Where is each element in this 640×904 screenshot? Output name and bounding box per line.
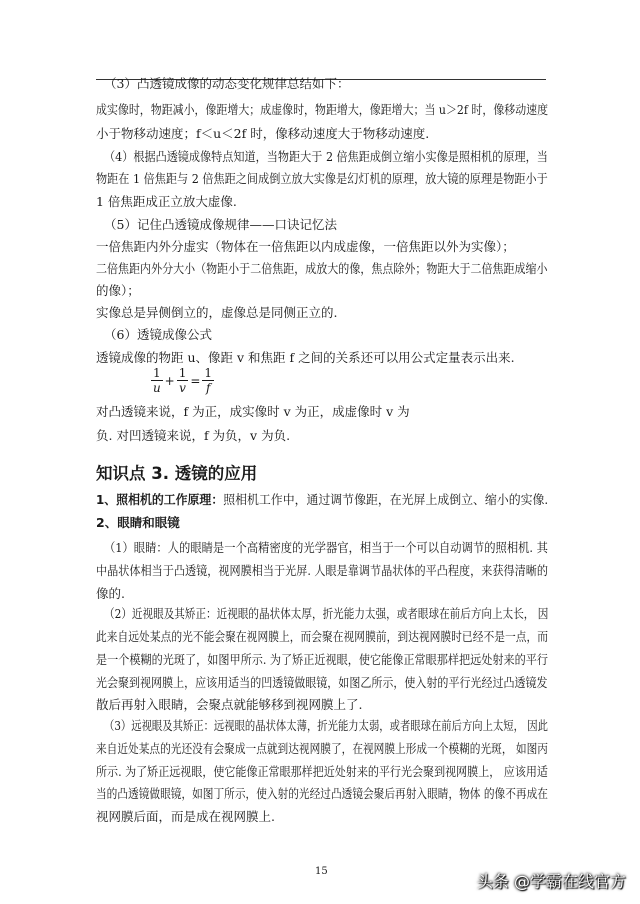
text-line: 成实像时，物距减小，像距增大；成虚像时，物距增大，像距增大；当 u＞2f 时，像移动速度 (96, 102, 549, 117)
fraction-1-over-f: $\frac{1}{f}$ (204, 366, 213, 395)
text-line: 实像总是异侧倒立的，虚像总是同侧正立的. (96, 305, 338, 320)
text-line: 的像）； (96, 283, 140, 298)
text-line: 1 倍焦距成正立放大虚像. (96, 194, 237, 209)
paragraph-line: 像的. (96, 586, 125, 601)
paragraph-line: 视网膜后面，而是成在视网膜上. (96, 809, 275, 824)
text-line: （5）记住凸透镜成像规律——口诀记忆法 (104, 217, 337, 232)
fraction-1-over-u: $\frac{1}{u}$ (152, 366, 161, 395)
text-line: （4）根据凸透镜成像特点知道，当物距大于 2 倍焦距成倒立缩小实像是照相机的原理，当 (104, 149, 548, 164)
fraction-1-over-v: $\frac{1}{v}$ (178, 366, 187, 395)
page-number: 15 (315, 866, 328, 877)
paragraph-line: （3）远视眼及其矫正：远视眼的晶状体太薄，折光能力太弱，或者眼球在前后方向上太短， 因此 (104, 718, 548, 733)
text-line: 对凸透镜来说，f 为正，成实像时 v 为正，成虚像时 v 为 (96, 404, 410, 419)
paragraph-line: 此来自远处某点的光不能会聚在视网膜上，而会聚在视网膜前，到达视网膜时已经不是一点，而 (96, 629, 549, 644)
paragraph-line: 光会聚到视网膜上，应该用适当的凹透镜做眼镜，如图乙所示，使入射的平行光经过凸透镜发 (96, 675, 548, 690)
text-line: 透镜成像的物距 u、像距 v 和焦距 f 之间的关系还可以用公式定量表示出来. (96, 350, 515, 365)
paragraph-line: 中晶状体相当于凸透镜，视网膜相当于光屏. 人眼是靠调节晶状体的平凸程度，来获得清晰的 (96, 563, 548, 578)
item-2-heading: 2、眼睛和眼镜 (96, 515, 180, 530)
paragraph-line: 来自近处某点的光还没有会聚成一点就到达视网膜了，在视网膜上形成一个模糊的光斑， 如图丙 (96, 741, 548, 756)
text-line: 物距在 1 倍焦距与 2 倍焦距之间成倒立放大实像是幻灯机的原理，放大镜的原理是物距小于 (96, 171, 548, 186)
paragraph-line: （2）近视眼及其矫正：近视眼的晶状体太厚，折光能力太强，或者眼球在前后方向上太长， 因 (104, 606, 549, 621)
paragraph-line: （1）眼睛：人的眼睛是一个高精密度的光学器官，相当于一个可以自动调节的照相机. 其 (104, 540, 548, 555)
text-line: （6）透镜成像公式 (104, 327, 212, 342)
text-line: （3）凸透镜成像的动态变化规律总结如下： (104, 76, 350, 91)
text-line: 二倍焦距内外分大小（物距小于二倍焦距，成放大的像，焦点除外；物距大于二倍焦距成缩小 (96, 261, 548, 276)
paragraph-line: 所示. 为了矫正远视眼，使它能像正常眼那样把近处射来的平行光会聚到视网膜上， 应该用适 (96, 764, 548, 779)
item-1-text: 照相机工作中，通过调节像距，在光屏上成倒立、缩小的实像. (223, 492, 549, 507)
item-1-heading: 1、照相机的工作原理： (96, 492, 224, 507)
lens-formula: $\frac{1}{u}$ + $\frac{1}{v}$ = $\frac{1}{f}$ (152, 366, 213, 395)
item-1 (96, 492, 548, 508)
text-line: 负. 对凹透镜来说，f 为负，v 为负. (96, 428, 291, 443)
watermark: 头条 @学霸在线官方 (476, 872, 626, 891)
paragraph-line: 是一个模糊的光斑了，如图甲所示. 为了矫正近视眼，使它能像正常眼那样把远处射来的平行 (96, 652, 548, 667)
text-line: 小于物移动速度；f＜u＜2f 时，像移动速度大于物移动速度. (96, 126, 430, 141)
text-line: 一倍焦距内外分虚实（物体在一倍焦距以内成虚像，一倍焦距以外为实像）； (96, 239, 515, 254)
paragraph-line: 当的凸透镜做眼镜，如图丁所示，使入射的光经过凸透镜会聚后再射入眼睛，物体 的像不再成在 (96, 786, 548, 801)
section-title: 知识点 3. 透镜的应用 (96, 464, 258, 483)
paragraph-line: 散后再射入眼睛，会聚点就能够移到视网膜上了. (96, 697, 363, 712)
